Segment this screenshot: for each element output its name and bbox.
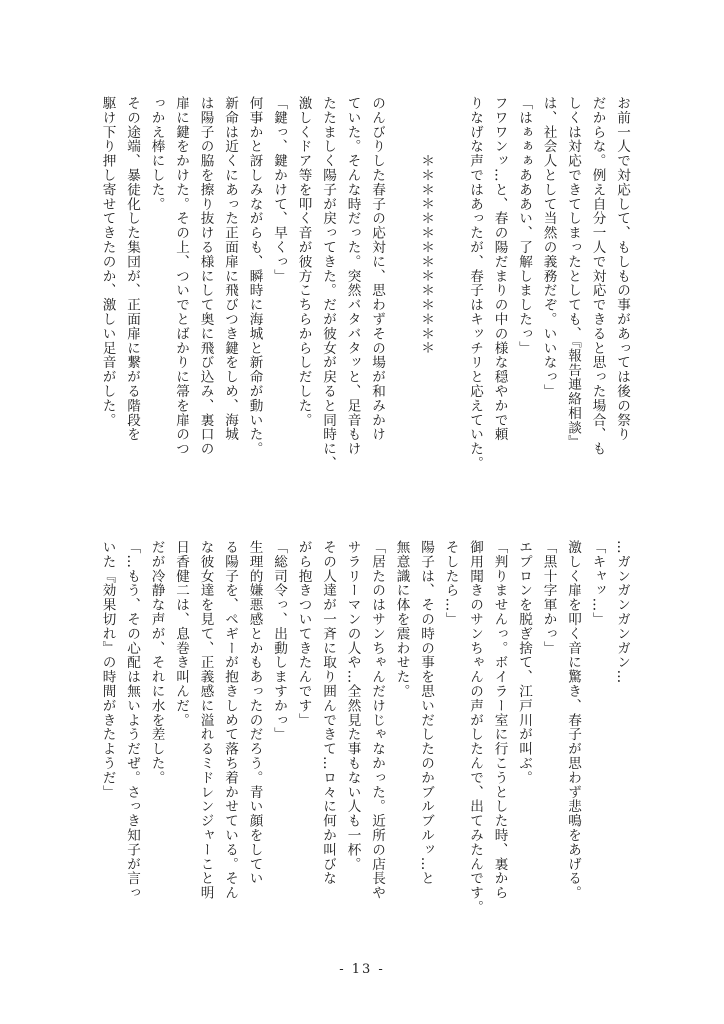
text-line: たたましく陽子が戻ってきた。だが彼女が戻ると同時に、 <box>320 96 336 471</box>
text-line: 何事かと訝しみながらも、瞬時に海城と新命が動いた。 <box>246 96 263 456</box>
text-line: のんびりした春子の応対に、思わずその場が和みかけ <box>369 96 385 442</box>
text-line: 「鍵っ、鍵かけて、早くっ」 <box>271 96 287 284</box>
blank-line <box>438 96 463 486</box>
text-line: 「キャッ…」 <box>589 540 606 627</box>
text-line: しくは対応できてしまったとしても、『報告連絡相談』 <box>565 96 581 450</box>
text-line: 駆け下り押し寄せてきたのか、激しい足音がした。 <box>99 96 116 428</box>
text-line: ていた。そんな時だった。突然バタバタッと、足音もけ <box>344 96 361 456</box>
section-break-asterisks: ＊＊＊＊＊＊＊＊＊＊＊＊＊＊ <box>418 96 434 356</box>
text-line: 「居たのはサンちゃんだけじゃなかった。近所の店長や <box>369 540 385 900</box>
text-line: 激しく扉を叩く音に驚き、春子が思わず悲鳴をあげる。 <box>565 540 581 900</box>
text-line: 日香健二は、息巻き叫んだ。 <box>173 540 189 728</box>
text-line: 新命は近くにあった正面扉に飛びつき鍵をしめ、海城 <box>222 96 238 442</box>
text-line: いた『効果切れ』の時間がきたようだ」 <box>99 540 116 800</box>
text-line: 陽子は、その時の事を思いだしたのかブルブルッ…と <box>418 540 434 886</box>
text-line: その途端、暴徒化した集団が、正面扉に繋がる階段を <box>124 96 140 442</box>
text-line: その人達が一斉に取り囲んできて…ロ々に何か叫びな <box>320 540 336 886</box>
text-line: な彼女達を見て、正義感に溢れるミドレンジャーこと明 <box>197 540 214 900</box>
text-line: フワワンッ…と、春の陽だまりの中の様な穏やかで頼 <box>491 96 508 442</box>
text-line: …ガンガンガンガン… <box>614 540 630 684</box>
text-line: だが冷静な声が、それに水を差した。 <box>148 540 165 785</box>
text-line: る陽子を、ペギーが抱きしめて落ち着かせている。そん <box>222 540 238 900</box>
text-line: 「判りませんっ。ボイラー室に行こうとした時、裏から <box>491 540 508 900</box>
bottom-text-block <box>95 540 634 930</box>
top-text-block <box>95 96 634 486</box>
text-line: 「はぁぁぁあああい、了解しましたっ」 <box>516 96 532 356</box>
text-line: エプロンを脱ぎ捨て、江戸川が叫ぶ。 <box>516 540 532 785</box>
text-line: 激しくドア等を叩く音が彼方こちらからしだした。 <box>295 96 312 428</box>
text-line: 扉に鍵をかけた。その上、ついでとばかりに箒を扉のつ <box>173 96 189 456</box>
text-line: 御用聞きのサンちゃんの声がしたんで、出てみたんです。 <box>467 540 483 915</box>
text-line: 生理的嫌悪感とかもあったのだろう。青い顔をしてい <box>246 540 263 886</box>
text-line: りなげな声ではあったが、春子はキッチリと応えていた。 <box>467 96 483 471</box>
text-line: がら抱きついてきたんです」 <box>295 540 312 728</box>
text-line: サラリーマンの人や…全然見た事もない人も一杯。 <box>344 540 361 872</box>
text-line: 「総司令っ、出動しますかっ」 <box>271 540 287 742</box>
text-line: だからな。例え自分一人で対応できると思った場合、も <box>589 96 606 456</box>
text-line: 無意識に体を震わせた。 <box>393 540 410 699</box>
text-line: お前一人で対応して、もしもの事があっては後の祭り <box>614 96 630 442</box>
text-line: は陽子の脇を擦り抜ける様にして奥に飛び込み、裏口の <box>197 96 214 456</box>
page-number: - 13 - <box>339 962 385 977</box>
text-line: っかえ棒にした。 <box>148 96 165 212</box>
text-line: 「黒十字軍かっ」 <box>540 540 557 656</box>
blank-line <box>389 96 414 486</box>
text-line: そしたら…」 <box>442 540 459 627</box>
text-line: は、社会人として当然の義務だぞ。いいなっ」 <box>540 96 557 399</box>
text-line: 「…もう、その心配は無いようだぜ。さっき知子が言っ <box>124 540 140 900</box>
